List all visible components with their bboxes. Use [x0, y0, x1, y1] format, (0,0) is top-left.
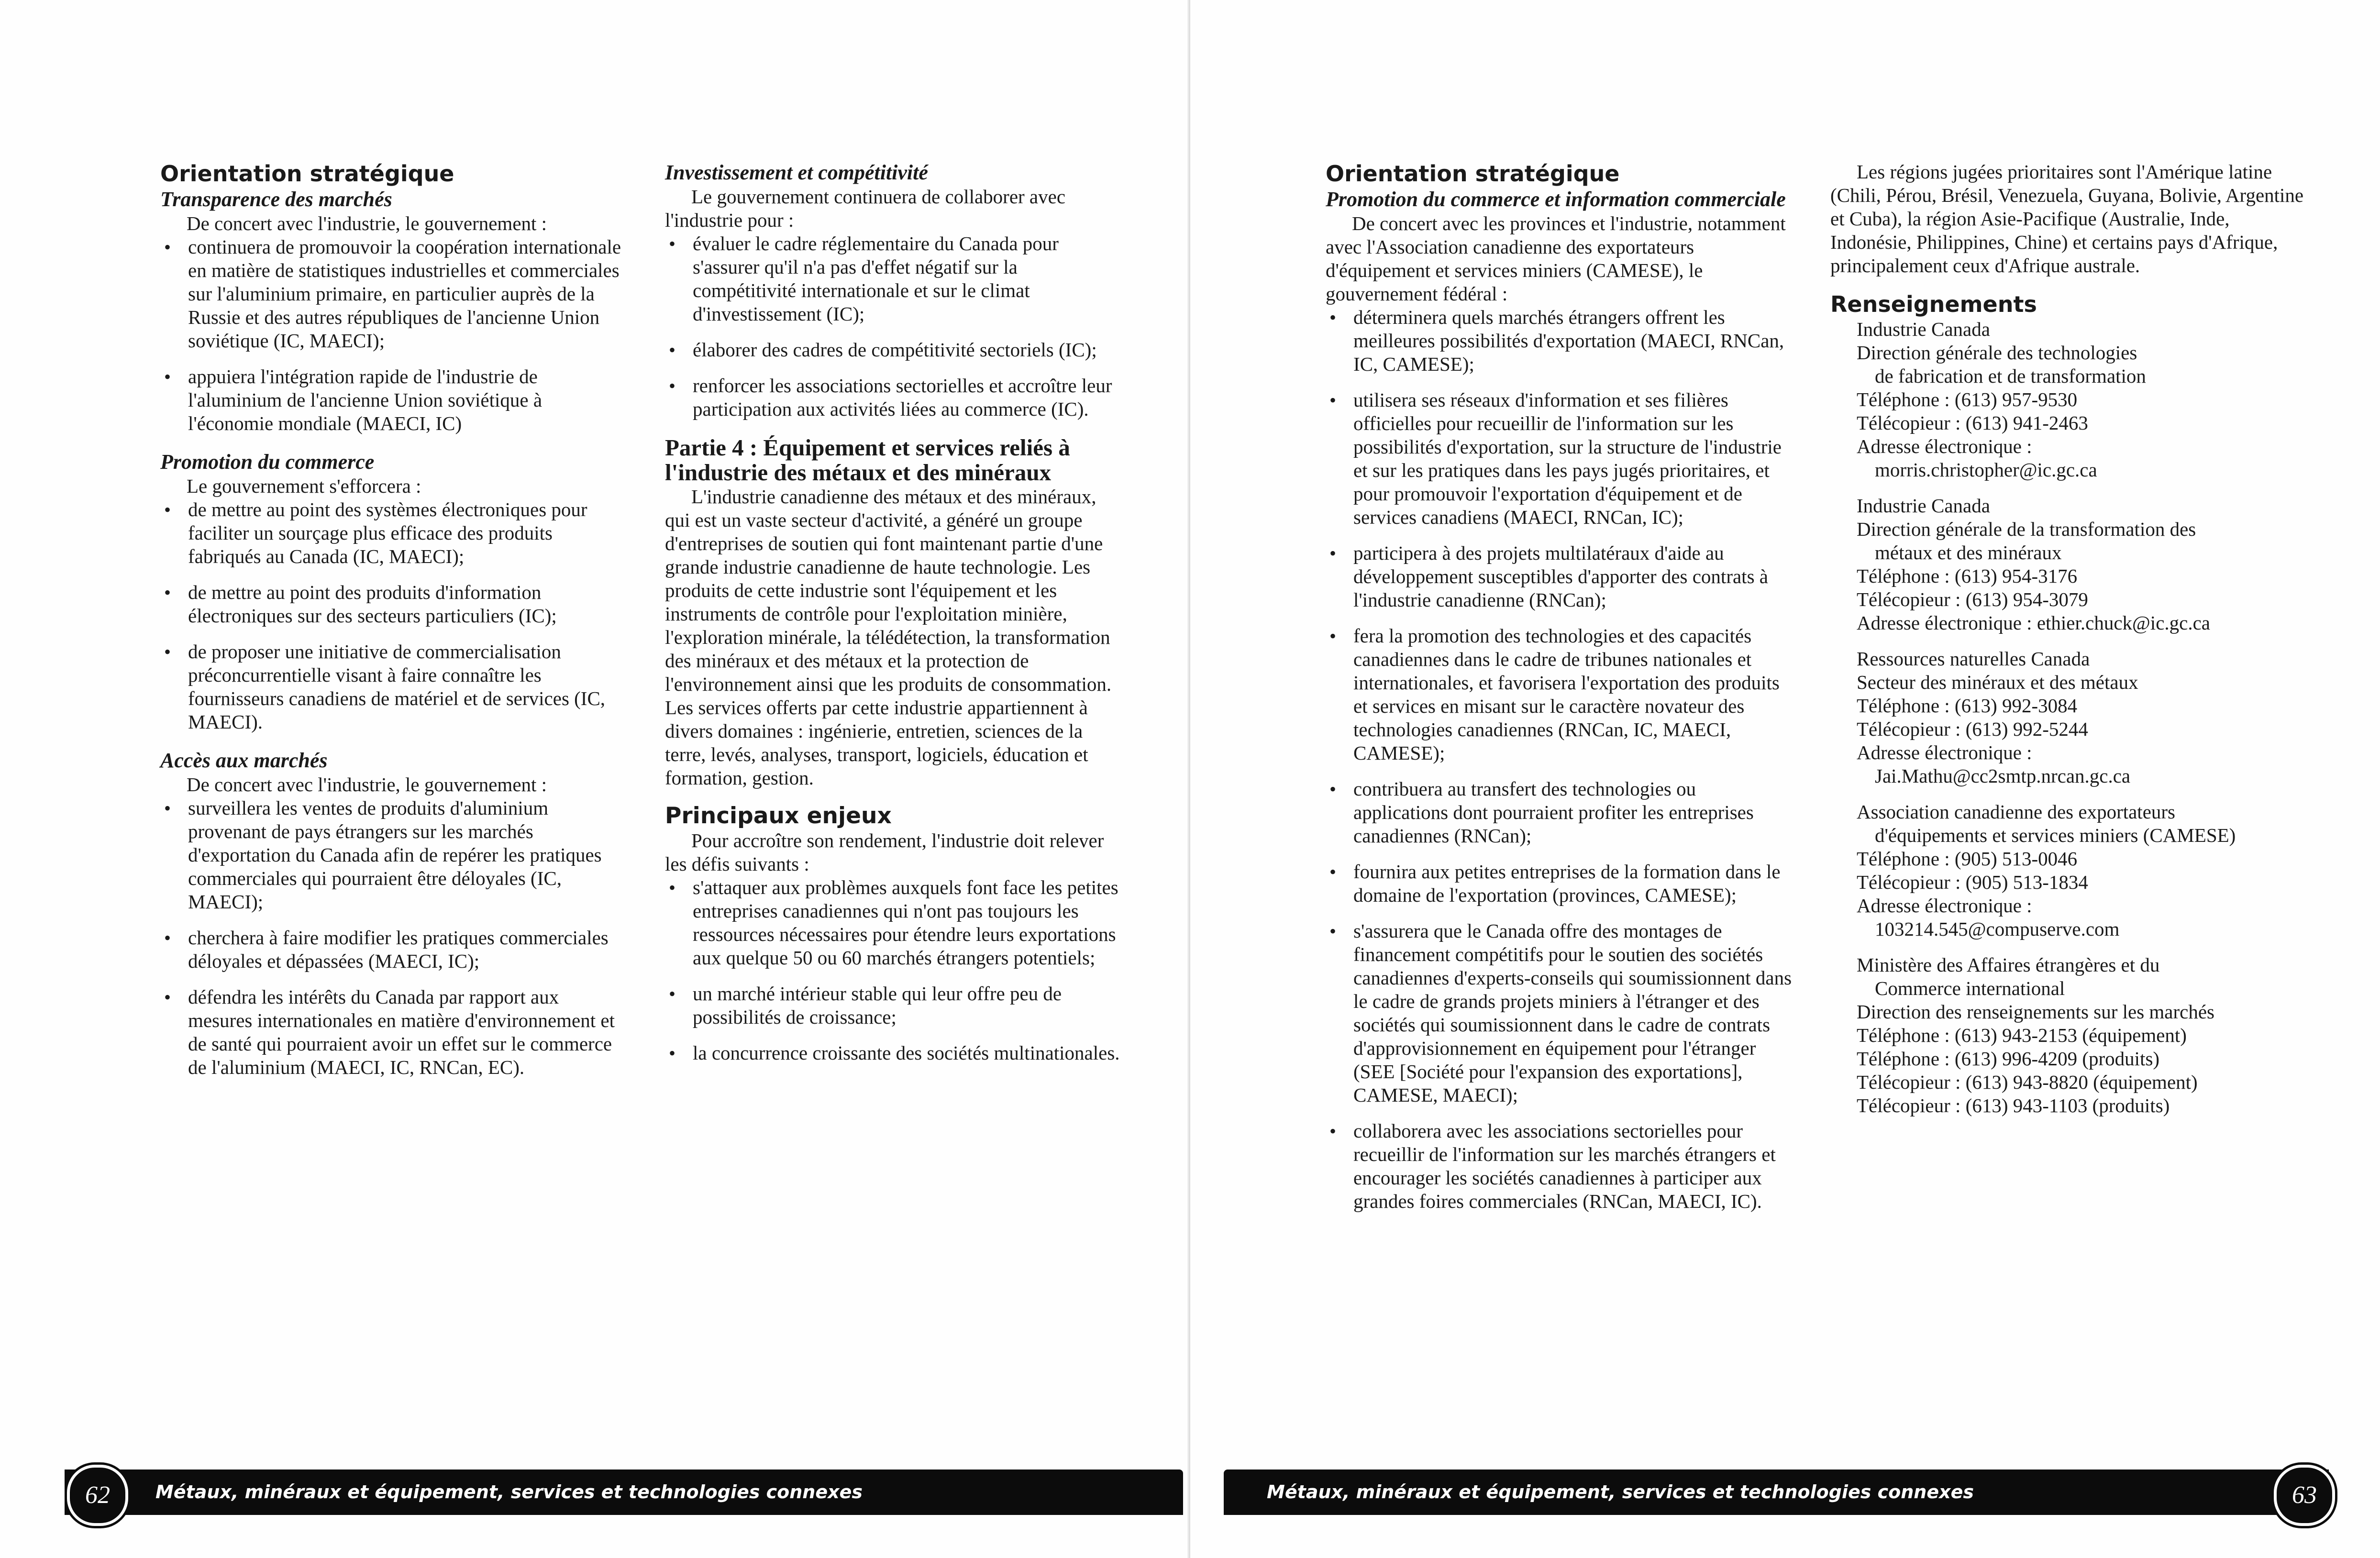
bullet-list	[665, 876, 1122, 1065]
subsection-intro: De concert avec les provinces et l'industrie, notamment avec l'Association canadienne des exportateurs d'équipement et services miniers (CAMESE), le gouvernement fédéral :	[1326, 212, 1786, 305]
page-number-badge: 62	[67, 1465, 128, 1526]
list-item: • contribuera au transfert des technologies ou applications dont pourraient profiter les entreprises canadiennes (RNCan);	[1326, 777, 1794, 848]
bullet-list	[1326, 306, 1794, 1213]
contact-org: Ministère des Affaires étrangères et du	[1857, 954, 2160, 976]
subsection-title: Transparence des marchés	[160, 188, 392, 211]
list-item: • utilisera ses réseaux d'information et ses filières officielles pour recueillir de l'information sur les possibilités d'exportation, sur la structure de l'industrie et sur les pratiques dans les pays jugés prioritaires, et pour promouvoir l'exportation d'équipement et de services canadiens (MAECI, RNCan, IC);	[1326, 388, 1794, 529]
list-item: • renforcer les associations sectorielles et accroître leur participation aux activités liées au commerce (IC).	[665, 374, 1122, 421]
right-column-2	[1830, 160, 2304, 1130]
bullet-list	[665, 232, 1122, 421]
list-item: • continuera de promouvoir la coopération internationale en matière de statistiques industrielles et commerciales sur l'aluminium primaire, en particulier auprès de la Russie et des autres républiques de l'ancienne Union soviétique (IC, MAECI);	[160, 235, 622, 353]
contact-phone: Téléphone : (905) 513-0046	[1857, 848, 2078, 870]
part-paragraph: L'industrie canadienne des métaux et des minéraux, qui est un vaste secteur d'activité, a généré un groupe d'entreprises de soutien qui font maintenant partie d'une grande industrie canadienne de haute technologie. Les produits de cette industrie sont l'équipement et les instruments de contrôle pour l'exploitation minière, l'exploration minérale, la télédétection, la transformation des minéraux et des métaux et la protection de l'environnement ainsi que les produits de consommation. Les services offerts par cette industrie appartiennent à divers domaines : ingénierie, entretien, sciences de la terre, levés, analyses, transport, logiciels, éducation et formation, gestion.	[665, 486, 1112, 789]
footer-title: Métaux, minéraux et équipement, services et technologies connexes	[155, 1481, 863, 1503]
section-heading: Orientation stratégique	[1326, 161, 1620, 187]
contact-dept: métaux et des minéraux	[1875, 541, 2062, 564]
list-item: • participera à des projets multilatéraux d'aide au développement susceptibles d'apporter des contrats à l'industrie canadienne (RNCan);	[1326, 541, 1794, 612]
contact-phone: Téléphone : (613) 954-3176	[1857, 565, 2078, 587]
contact-fax: Télécopieur : (613) 943-8820 (équipement)	[1857, 1071, 2198, 1093]
contact-dept: Direction des renseignements sur les marchés	[1857, 1001, 2215, 1023]
subsection-title: Investissement et compétitivité	[665, 161, 928, 184]
list-item: • défendra les intérêts du Canada par rapport aux mesures internationales en matière d'environnement et de santé qui pourraient avoir un effet sur le commerce de l'aluminium (MAECI, IC, RNCan, EC).	[160, 985, 622, 1079]
contact-org: Industrie Canada	[1857, 318, 1990, 340]
subsection-title: Promotion du commerce et information commerciale	[1326, 188, 1786, 211]
contact-org: d'équipements et services miniers (CAMESE)	[1875, 824, 2236, 846]
contact-email-label: Adresse électronique :	[1857, 895, 2032, 917]
contact-phone: Téléphone : (613) 943-2153 (équipement)	[1857, 1024, 2187, 1046]
contact-dept: de fabrication et de transformation	[1875, 365, 2146, 387]
bullet-list	[160, 796, 622, 1079]
subsection-intro: Le gouvernement s'efforcera :	[187, 475, 421, 497]
contact-email: Jai.Mathu@cc2smtp.nrcan.gc.ca	[1875, 765, 2131, 787]
contact-email: 103214.545@compuserve.com	[1875, 918, 2120, 940]
right-column-1	[1326, 160, 1794, 1227]
list-item: • collaborera avec les associations sectorielles pour recueillir de l'information sur les marchés étrangers et encourager les sociétés canadiennes à participer aux grandes foires commerciales (RNCan, MAECI, IC).	[1326, 1119, 1794, 1213]
list-item: • fera la promotion des technologies et des capacités canadiennes dans le cadre de tribunes nationales et internationales, et favorisera l'exportation des produits et services en misant sur le caractère novateur des technologies canadiennes (RNCan, IC, MAECI, CAMESE);	[1326, 624, 1794, 765]
contact-dept: Direction générale de la transformation des	[1857, 518, 2196, 540]
contact-dept: Secteur des minéraux et des métaux	[1857, 671, 2138, 693]
contact-block	[1857, 800, 2304, 941]
left-column-2	[665, 160, 1122, 1079]
right-page	[1190, 0, 2380, 1558]
contact-email: Adresse électronique : ethier.chuck@ic.gc.ca	[1857, 612, 2210, 634]
subsection-title: Promotion du commerce	[160, 450, 375, 474]
section-heading: Orientation stratégique	[160, 161, 454, 187]
bullet-list	[160, 498, 622, 734]
contact-block	[1857, 647, 2304, 788]
contact-email: morris.christopher@ic.gc.ca	[1875, 459, 2097, 481]
contact-org: Commerce international	[1875, 977, 2065, 999]
list-item: • s'attaquer aux problèmes auxquels font face les petites entreprises canadiennes qui n'ont pas toujours les ressources nécessaires pour étendre leurs exportations aux quelque 50 ou 60 marchés étrangers potentiels;	[665, 876, 1122, 970]
contact-org: Industrie Canada	[1857, 495, 1990, 517]
page-number-badge: 63	[2274, 1465, 2335, 1526]
contact-org: Association canadienne des exportateurs	[1857, 801, 2176, 823]
contact-block	[1857, 494, 2304, 635]
bullet-list	[160, 235, 622, 435]
list-item: • cherchera à faire modifier les pratiques commerciales déloyales et dépassées (MAECI, IC);	[160, 926, 622, 973]
section-heading: Renseignements	[1830, 291, 2037, 317]
list-item: • un marché intérieur stable qui leur offre peu de possibilités de croissance;	[665, 982, 1122, 1029]
contact-dept: Direction générale des technologies	[1857, 342, 2137, 364]
contact-fax: Télécopieur : (613) 943-1103 (produits)	[1857, 1094, 2170, 1116]
contact-fax: Télécopieur : (905) 513-1834	[1857, 871, 2088, 893]
left-column-1	[160, 160, 622, 1094]
subsection-intro: De concert avec l'industrie, le gouvernement :	[187, 212, 547, 234]
footer-bar	[65, 1470, 1183, 1515]
contact-org: Ressources naturelles Canada	[1857, 648, 2090, 670]
subsection-intro: Pour accroître son rendement, l'industrie doit relever les défis suivants :	[665, 829, 1104, 875]
contact-fax: Télécopieur : (613) 992-5244	[1857, 718, 2088, 740]
list-item: • fournira aux petites entreprises de la formation dans le domaine de l'exportation (provinces, CAMESE);	[1326, 860, 1794, 907]
list-item: • s'assurera que le Canada offre des montages de financement compétitifs pour le soutien des sociétés canadiennes d'experts-conseils qui soumissionnent dans le cadre de grands projets miniers à l'étranger et des sociétés qui soumissionnent dans le cadre de contrats d'approvisionnement en équipement pour l'étranger (SEE [Société pour l'expansion des exportations], CAMESE, MAECI);	[1326, 919, 1794, 1107]
list-item: • déterminera quels marchés étrangers offrent les meilleures possibilités d'exportation (MAECI, RNCan, IC, CAMESE);	[1326, 306, 1794, 376]
footer-bar	[1224, 1470, 2329, 1515]
list-item: • de mettre au point des produits d'information électroniques sur des secteurs particuliers (IC);	[160, 581, 622, 628]
list-item: • surveillera les ventes de produits d'aluminium provenant de pays étrangers sur les marchés d'exportation du Canada afin de repérer les pratiques commerciales qui pourraient être déloyales (IC, MAECI);	[160, 796, 622, 914]
subsection-intro: De concert avec l'industrie, le gouvernement :	[187, 773, 547, 796]
contact-fax: Télécopieur : (613) 954-3079	[1857, 588, 2088, 610]
footer-title: Métaux, minéraux et équipement, services et technologies connexes	[1267, 1481, 1974, 1503]
contact-fax: Télécopieur : (613) 941-2463	[1857, 412, 2088, 434]
contact-phone: Téléphone : (613) 957-9530	[1857, 388, 2078, 410]
subsection-intro: Le gouvernement continuera de collaborer avec l'industrie pour :	[665, 186, 1066, 231]
contact-block	[1857, 953, 2304, 1117]
list-item: • la concurrence croissante des sociétés multinationales.	[665, 1041, 1122, 1065]
contact-phone: Téléphone : (613) 992-3084	[1857, 695, 2078, 717]
list-item: • appuiera l'intégration rapide de l'industrie de l'aluminium de l'ancienne Union soviétique à l'économie mondiale (MAECI, IC)	[160, 365, 622, 435]
contact-email-label: Adresse électronique :	[1857, 741, 2032, 763]
contact-block	[1857, 318, 2304, 482]
contact-phone: Téléphone : (613) 996-4209 (produits)	[1857, 1048, 2160, 1070]
list-item: • élaborer des cadres de compétitivité sectoriels (IC);	[665, 338, 1122, 362]
list-item: • évaluer le cadre réglementaire du Canada pour s'assurer qu'il n'a pas d'effet négatif sur la compétitivité internationale et sur le climat d'investissement (IC);	[665, 232, 1122, 326]
part-title: Partie 4 : Équipement et services reliés à l'industrie des métaux et des minéraux	[665, 434, 1070, 486]
regions-paragraph: Les régions jugées prioritaires sont l'Amérique latine (Chili, Pérou, Brésil, Venezuela, Guyana, Bolivie, Argentine et Cuba), la région Asie-Pacifique (Australie, Inde, Indonésie, Philippines, Chine) et certains pays d'Afrique, principalement ceux d'Afrique australe.	[1830, 161, 2304, 276]
list-item: • de mettre au point des systèmes électroniques pour faciliter un sourçage plus efficace des produits fabriqués au Canada (IC, MAECI);	[160, 498, 622, 568]
contact-email-label: Adresse électronique :	[1857, 435, 2032, 457]
section-heading: Principaux enjeux	[665, 803, 892, 829]
list-item: • de proposer une initiative de commercialisation préconcurrentielle visant à faire connaître les fournisseurs canadiens de matériel et de services (IC, MAECI).	[160, 640, 622, 734]
subsection-title: Accès aux marchés	[160, 749, 328, 772]
